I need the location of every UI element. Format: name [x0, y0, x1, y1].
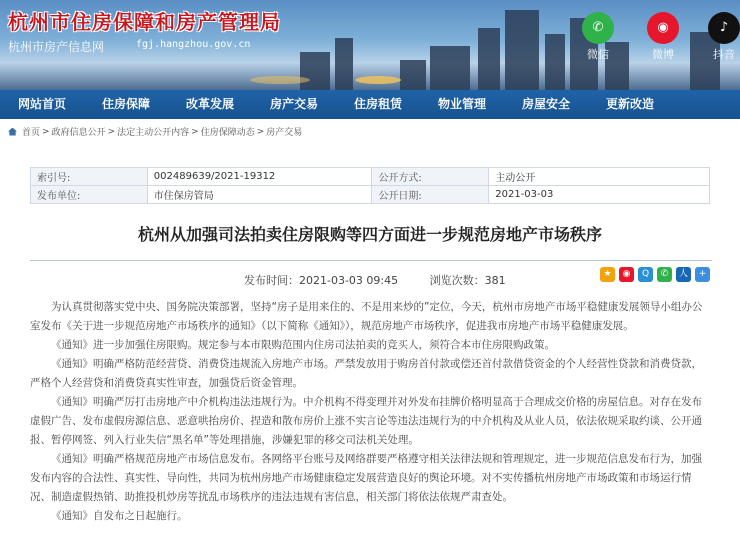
breadcrumb-gov-info[interactable]: 政府信息公开 [51, 128, 106, 138]
nav-home[interactable]: 网站首页 [17, 97, 66, 111]
article-body [30, 298, 712, 526]
method-label: 公开方式: [372, 168, 489, 186]
date-label: 公开日期: [372, 186, 489, 204]
douyin-link[interactable] [704, 12, 740, 62]
breadcrumb-trading[interactable]: 房产交易 [266, 128, 303, 138]
weibo-icon: ◉ [647, 12, 679, 44]
nav-property-management[interactable]: 物业管理 [437, 97, 486, 111]
header-banner [0, 0, 740, 90]
title-divider [30, 260, 712, 261]
wechat-icon: ✆ [582, 12, 614, 44]
article-paragraph: 《通知》明确严格规范房地产市场信息发布。各网络平台账号及网络群要严格遵守相关法律法规和管理规定，进一步规范信息发布行为，加强发布内容的合法性、真实性、导向性，共同为杭州房地产市场健康稳定发展营造良好的舆论环境。对不实传播杭州房地产市场政策和市场运行情况、制造虚假热销、助推投机炒房等扰乱市场秩序的违法违规有害信息，相关部门将依法依规严肃查处。 [30, 453, 702, 503]
info-table [30, 167, 710, 204]
nav-renewal[interactable]: 更新改造 [605, 97, 654, 111]
site-subtitle[interactable]: 杭州市房产信息网 [8, 40, 105, 54]
unit-value: 市住保房管局 [147, 186, 372, 204]
wechat-share-icon[interactable]: ✆ [657, 267, 672, 282]
nav-housing-security[interactable]: 住房保障 [101, 97, 150, 111]
site-domain: fgj.hangzhou.gov.cn [136, 39, 251, 50]
article-meta [244, 272, 534, 288]
breadcrumb: 首页 > 政府信息公开 > 法定主动公开内容 > 住房保障动态 > 房产交易 [8, 125, 302, 138]
method-value: 主动公开 [489, 168, 710, 186]
index-label: 索引号: [31, 168, 148, 186]
article-paragraph: 《通知》明确严厉打击房地产中介机构违法违规行为。中介机构不得变理并对外发布挂牌价格明显高于合理成交价格的房屋信息。对存在发布虚假广告、发布虚假房源信息、恶意哄抬房价、捏造和散布房价上涨不实言论等违法违规行为的中介机构及从业人员，依法依规采取约谈、公开通报、暂停网签、列入行业失信“黑名单”等处理措施，涉嫌犯罪的移交司法机关处理。 [30, 396, 702, 446]
nav-rental[interactable]: 住房租赁 [353, 97, 402, 111]
publish-time: 发布时间：2021-03-03 09:45 [244, 274, 399, 287]
wechat-link[interactable] [578, 12, 618, 62]
site-title[interactable]: 杭州市住房保障和房产管理局 [8, 10, 281, 34]
renren-share-icon[interactable]: 人 [676, 267, 691, 282]
unit-label: 发布单位: [31, 186, 148, 204]
douyin-icon: ♪ [708, 12, 740, 44]
weibo-link[interactable] [643, 12, 683, 62]
nav-reform[interactable]: 改革发展 [185, 97, 234, 111]
article-paragraph: 《通知》明确严格防范经营贷、消费贷违规流入房地产市场。严禁发放用于购房首付款或偿还首付款借贷资金的个人经营性贷款和消费贷款，严格个人经营贷和消费贷真实性审查，加强贷后资金管理。 [30, 358, 702, 389]
date-value: 2021-03-03 [489, 186, 710, 204]
share-bar [600, 267, 710, 282]
more-share-icon[interactable]: + [695, 267, 710, 282]
breadcrumb-housing-news[interactable]: 住房保障动态 [200, 128, 255, 138]
home-icon [8, 128, 17, 136]
weibo-label: 微博 [652, 48, 674, 61]
article-paragraph: 《通知》进一步加强住房限购。规定参与本市限购范围内住房司法拍卖的竞买人，须符合本市住房限购政策。 [51, 339, 555, 351]
breadcrumb-statutory[interactable]: 法定主动公开内容 [117, 128, 190, 138]
breadcrumb-home[interactable]: 首页 [22, 128, 41, 138]
article-paragraph: 《通知》自发布之日起施行。 [51, 510, 188, 522]
weibo-share-icon[interactable]: ◉ [619, 267, 634, 282]
favorite-icon[interactable]: ★ [600, 267, 615, 282]
main-nav [0, 90, 740, 119]
article-title: 杭州从加强司法拍卖住房限购等四方面进一步规范房地产市场秩序 [137, 225, 602, 244]
qzone-share-icon[interactable]: Q [638, 267, 653, 282]
index-value: 002489639/2021-19312 [147, 168, 372, 186]
wechat-label: 微信 [587, 48, 609, 61]
view-count: 浏览次数：381 [429, 274, 506, 287]
nav-property-trading[interactable]: 房产交易 [269, 97, 318, 111]
nav-housing-safety[interactable]: 房屋安全 [521, 97, 570, 111]
douyin-label: 抖音 [713, 48, 735, 61]
article-paragraph: 为认真贯彻落实党中央、国务院决策部署，坚持“房子是用来住的、不是用来炒的”定位，今天，杭州市房地产市场平稳健康发展领导小组办公室发布《关于进一步规范房地产市场秩序的通知》（以下简称《通知》），规范房地产市场秩序，促进我市房地产市场平稳健康发展。 [30, 301, 703, 332]
